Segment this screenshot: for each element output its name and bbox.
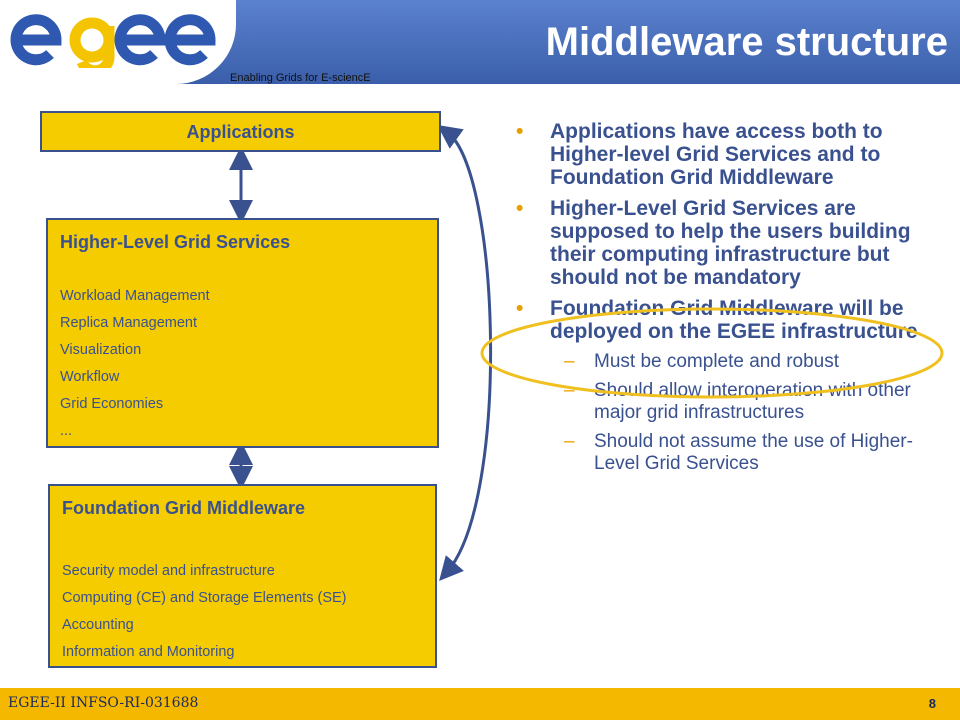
list-item: Security model and infrastructure	[62, 563, 275, 579]
applications-title: Applications	[186, 122, 295, 142]
list-item: Workload Management	[60, 288, 210, 304]
bullet-text: Higher-Level Grid Services are supposed to help the users building their computing infrastructure but should not be mandatory	[550, 197, 911, 289]
foundation-middleware-box	[48, 484, 437, 668]
list-item: Replica Management	[60, 315, 198, 331]
footer-bar	[0, 688, 960, 720]
list-item: Computing (CE) and Storage Elements (SE)	[62, 590, 347, 606]
list-item: Visualization	[60, 342, 142, 358]
sub-bullet-text: Should allow interoperation with other major grid infrastructures	[594, 380, 911, 423]
bullet-item	[508, 197, 948, 289]
list-item: ...	[60, 423, 73, 439]
applications-box	[40, 111, 441, 152]
bullet-text: Foundation Grid Middleware will be deployed on the EGEE infrastructure	[550, 297, 918, 343]
bullet-dot-icon: •	[516, 297, 524, 320]
list-item: Workflow	[60, 369, 120, 385]
footer-project-id: EGEE-II INFSO-RI-031688	[8, 695, 199, 711]
bullet-text: Applications have access both to Higher-level Grid Services and to Foundation Grid Middleware	[550, 120, 883, 189]
dash-icon: –	[564, 351, 575, 372]
foundation-list	[62, 563, 347, 671]
dash-icon: –	[564, 431, 575, 452]
bullet-item	[508, 120, 948, 189]
bullet-dot-icon: •	[516, 120, 524, 143]
list-item: Accounting	[62, 617, 134, 633]
dash-icon: –	[564, 380, 575, 401]
bullet-item	[508, 297, 948, 343]
higher-level-title: Higher-Level Grid Services	[60, 232, 291, 252]
foundation-title: Foundation Grid Middleware	[62, 498, 305, 518]
higher-level-list	[60, 288, 210, 450]
sub-bullet-item	[508, 380, 948, 424]
sub-bullet-item	[508, 351, 948, 373]
bullet-list	[508, 120, 948, 482]
sub-bullet-item	[508, 431, 948, 475]
page-number: 8	[928, 696, 936, 711]
list-item: Information and Monitoring	[62, 644, 235, 660]
arrow-app-to-foundation	[447, 132, 491, 572]
tagline: Enabling Grids for E-sciencE	[230, 72, 371, 84]
sub-bullet-text: Must be complete and robust	[594, 351, 840, 372]
bullet-dot-icon: •	[516, 197, 524, 220]
list-item: Grid Economies	[60, 396, 164, 412]
higher-level-services-box	[46, 218, 439, 448]
sub-bullet-text: Should not assume the use of Higher-Level Grid Services	[594, 431, 913, 474]
slide-title: Middleware structure	[545, 20, 948, 64]
